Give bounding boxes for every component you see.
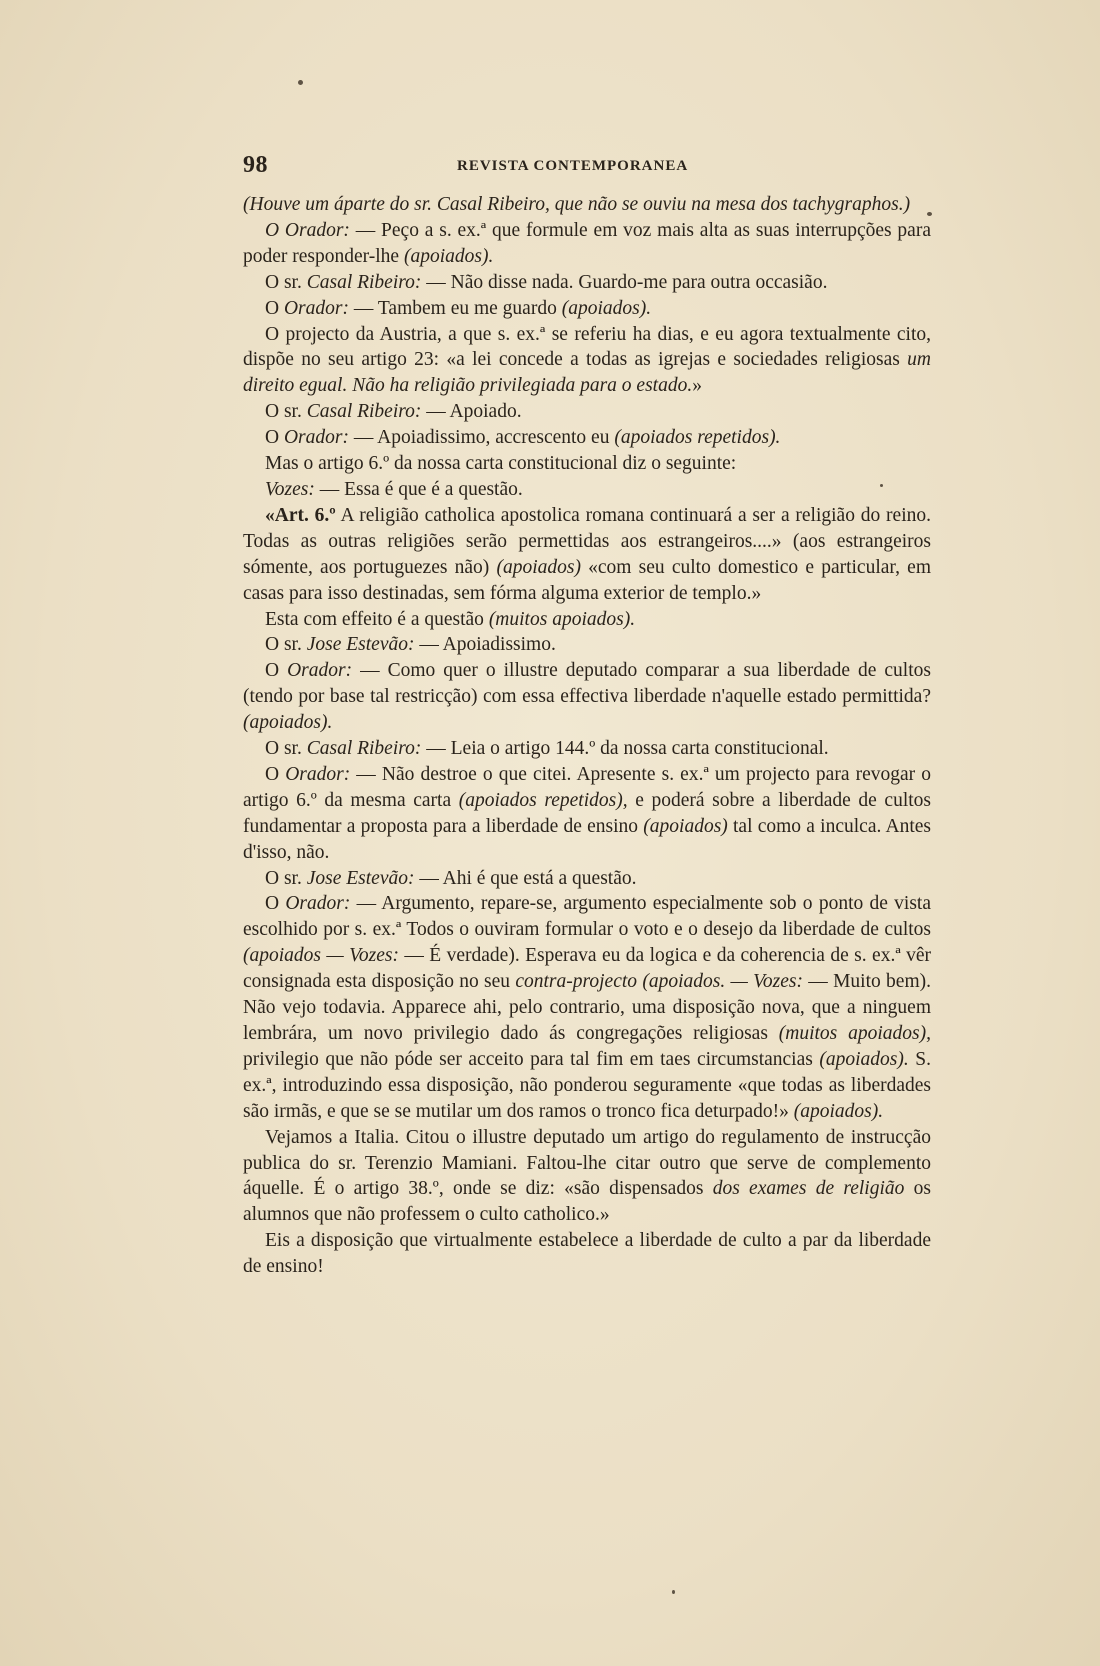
italic-run: Orador: bbox=[285, 893, 351, 915]
text-run: — Peço a s. ex.ª que formule em voz mais alta as suas interrupções para poder responder-lhe bbox=[243, 219, 931, 267]
italic-run: (apoiados repetidos), bbox=[458, 789, 628, 811]
italic-run: (apoiados). bbox=[561, 297, 652, 319]
text-run: Eis a disposição que virtualmente estabelece a liberdade de culto a par da liberdade de ensino! bbox=[243, 1230, 931, 1278]
italic-run: Orador: bbox=[283, 297, 349, 319]
text-run: — Leia o artigo 144.º da nossa carta constitucional. bbox=[421, 738, 829, 760]
text-run: — Apoiadissimo, accrescento eu bbox=[348, 427, 615, 449]
paragraph bbox=[243, 632, 931, 658]
italic-run: O Orador: bbox=[265, 219, 350, 241]
text-run: O bbox=[265, 660, 288, 682]
italic-run: (muitos apoiados), bbox=[778, 1023, 931, 1044]
italic-run: (apoiados). bbox=[243, 712, 333, 734]
text-run: e poderá sobre a liberdade de cultos fundamentar a proposta para a liberdade de ensino bbox=[243, 789, 932, 837]
text-run: — Como quer o illustre deputado comparar a sua liberdade de cultos (tendo por base tal restricção) com essa effectiva liberdade n'aquelle estado permittida? bbox=[243, 660, 931, 708]
text-run: O bbox=[265, 427, 284, 449]
italic-run: Jose Estevão: bbox=[306, 634, 415, 656]
text-run: O bbox=[265, 763, 286, 785]
text-run: — É verdade). Esperava eu da logica e da coherencia de s. ex.ª vêr consignada esta disposição no seu bbox=[243, 945, 931, 993]
journal-title: REVISTA CONTEMPORANEA bbox=[457, 158, 689, 174]
italic-run: (apoiados). bbox=[403, 245, 494, 267]
text-run: A religião catholica apostolica romana continuará a ser a religião do reino. Todas as outras religiões serão permettidas aos estrangeiros....» (aos estrangeiros sómente, aos portuguezes não) bbox=[243, 504, 931, 578]
italic-run: dos exames de religião bbox=[712, 1178, 905, 1200]
italic-run: Casal Ribeiro: bbox=[306, 401, 422, 423]
italic-run: (apoiados) bbox=[496, 556, 581, 578]
paragraph bbox=[243, 477, 931, 503]
italic-run: um direito egual. Não ha religião privilegiada para o estado. bbox=[243, 349, 931, 397]
italic-run: (apoiados). bbox=[793, 1100, 884, 1122]
text-run: O sr. bbox=[265, 867, 307, 889]
text-run: O bbox=[265, 893, 286, 915]
paragraph bbox=[243, 322, 931, 400]
ink-speck bbox=[672, 1590, 675, 1594]
text-run: — Apoiadissimo. bbox=[414, 634, 556, 656]
ink-speck bbox=[880, 484, 883, 487]
ink-speck bbox=[927, 212, 932, 216]
paragraph bbox=[243, 296, 931, 322]
italic-run: Jose Estevão: bbox=[306, 867, 415, 889]
paragraph bbox=[243, 736, 931, 762]
text-run: Esta com effeito é a questão bbox=[265, 608, 489, 630]
text-run: — Argumento, repare-se, argumento especialmente sob o ponto de vista escolhido por s. ex.ª Todos o ouviram formular o voto e o desejo da liberdade de cultos bbox=[243, 893, 931, 941]
paragraph bbox=[243, 607, 931, 633]
italic-run: (apoiados). bbox=[819, 1048, 909, 1070]
paragraph bbox=[243, 762, 931, 866]
text-run: Vejamos a Italia. Citou o illustre deputado um artigo do regulamento de instrucção publica do sr. Terenzio Mamiani. Faltou-lhe citar outro que serve de complemento áquelle. É o artigo 38.º, onde se diz: «são dispensados bbox=[243, 1126, 931, 1200]
paragraph bbox=[243, 866, 931, 892]
text-run: — Muito bem). Não vejo todavia. Apparece ahi, pelo contrario, uma disposição nova, que a ninguem lembrára, um novo privilegio dado ás congregações religiosas bbox=[243, 971, 931, 1044]
text-run: os alumnos que não professem o culto catholico.» bbox=[243, 1178, 932, 1226]
paragraph bbox=[243, 270, 931, 296]
text-run: — Apoiado. bbox=[421, 401, 522, 423]
text-run: — Tambem eu me guardo bbox=[348, 297, 562, 319]
italic-run: Casal Ribeiro: bbox=[306, 271, 422, 293]
text-run: O sr. bbox=[265, 634, 307, 656]
paragraph bbox=[243, 503, 931, 607]
bold-run: «Art. 6.º bbox=[265, 504, 336, 526]
text-run: O bbox=[265, 297, 284, 319]
text-run: O sr. bbox=[265, 401, 307, 423]
text-run: — Não disse nada. Guardo-me para outra occasião. bbox=[421, 271, 828, 293]
ink-speck bbox=[298, 80, 303, 85]
italic-run: Orador: bbox=[283, 427, 349, 449]
paragraph bbox=[243, 891, 931, 1124]
italic-run: (apoiados) bbox=[643, 815, 728, 837]
text-run: S. ex.ª, introduzindo essa disposição, não ponderou seguramente «que todas as liberdades são irmãs, e que se se mutilar um dos ramos o tronco fica deturpado!» bbox=[243, 1048, 931, 1122]
italic-run: Vozes: bbox=[265, 478, 315, 500]
running-head bbox=[243, 152, 931, 182]
paragraph bbox=[243, 1125, 931, 1229]
italic-run: (apoiados repetidos). bbox=[614, 427, 781, 449]
paragraph bbox=[243, 658, 931, 736]
text-run: O sr. bbox=[265, 271, 307, 293]
text-run: privilegio que não póde ser acceito para tal fim em taes circumstancias bbox=[243, 1048, 820, 1070]
text-run: O sr. bbox=[265, 738, 307, 760]
italic-run: (apoiados — Vozes: bbox=[243, 945, 399, 967]
text-run: tal como a inculca. Antes d'isso, não. bbox=[243, 815, 932, 863]
italic-run: Orador: bbox=[287, 660, 353, 682]
italic-run: (Houve um áparte do sr. Casal Ribeiro, que não se ouviu na mesa dos tachygraphos.) bbox=[243, 194, 911, 215]
text-run: — Essa é que é a questão. bbox=[314, 478, 523, 500]
paragraph bbox=[243, 399, 931, 425]
body-text bbox=[243, 192, 931, 1280]
paragraph bbox=[243, 451, 931, 477]
italic-run: Orador: bbox=[285, 763, 351, 785]
text-run: Mas o artigo 6.º da nossa carta constitucional diz o seguinte: bbox=[265, 453, 737, 475]
text-run: — Ahi é que está a questão. bbox=[414, 867, 637, 889]
text-run: O projecto da Austria, a que s. ex.ª se referiu ha dias, e eu agora textualmente cito, dispõe no seu artigo 23: «a lei concede a todas as igrejas e sociedades religiosas bbox=[243, 323, 931, 371]
paragraph bbox=[243, 425, 931, 451]
paragraph bbox=[243, 1228, 931, 1280]
text-run: «com seu culto domestico e particular, em casas para isso destinadas, sem fórma alguma exterior de templo.» bbox=[243, 556, 931, 604]
italic-run: (muitos apoiados). bbox=[488, 608, 636, 630]
italic-run: contra-projecto (apoiados. — Vozes: bbox=[515, 971, 803, 993]
italic-run: Casal Ribeiro: bbox=[306, 738, 422, 760]
text-run: — Não destroe o que citei. Apresente s. ex.ª um projecto para revogar o artigo 6.º da mesma carta bbox=[243, 763, 931, 811]
text-run: » bbox=[692, 375, 702, 397]
page-number: 98 bbox=[243, 152, 268, 178]
paragraph bbox=[243, 192, 931, 218]
paragraph bbox=[243, 218, 931, 270]
